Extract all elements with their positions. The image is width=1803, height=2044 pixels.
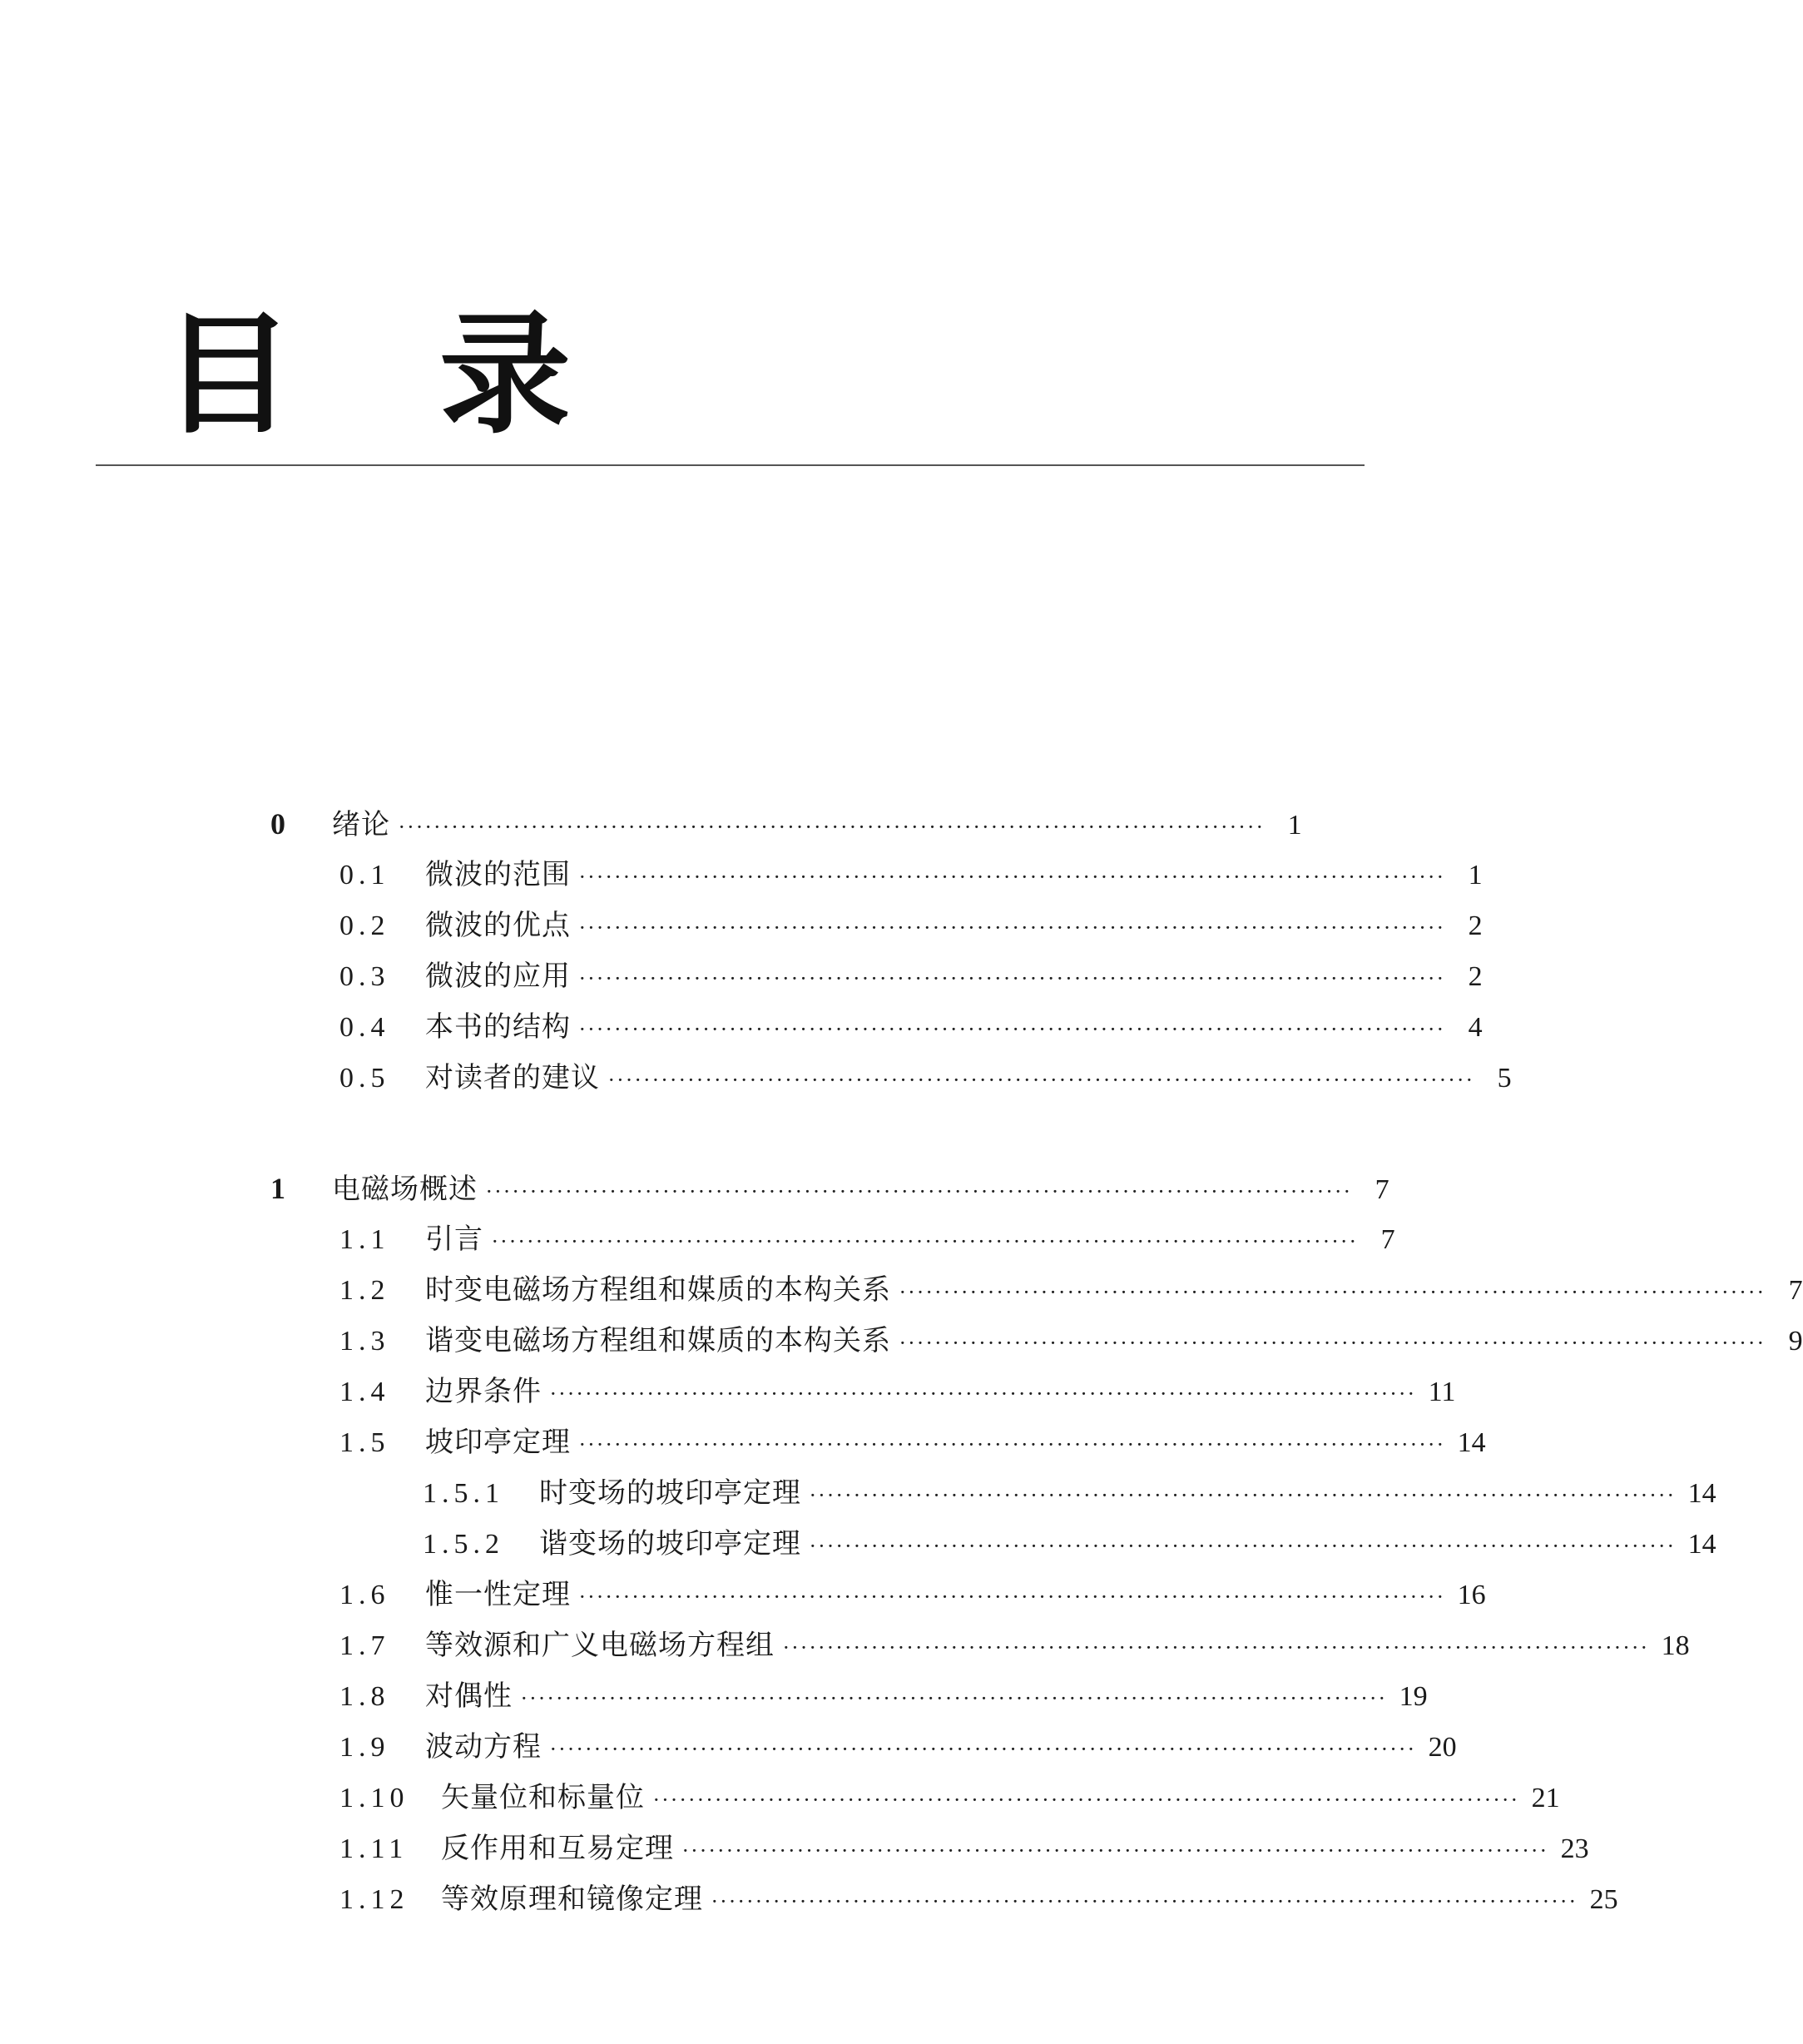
- toc-entry-title: 绪论: [332, 808, 390, 841]
- toc-entry-title: 引言: [425, 1223, 483, 1256]
- toc-entry-section-1-11[interactable]: [339, 1828, 1589, 1868]
- title-divider: [96, 464, 1365, 466]
- toc-dot-leader: ··································································································: [492, 1230, 1359, 1253]
- toc-entry-subsection-1-5-2[interactable]: [423, 1524, 1716, 1564]
- toc-entry-title: 微波的范围: [425, 858, 571, 891]
- toc-entry-chapter-0[interactable]: [270, 804, 1302, 844]
- toc-entry-title: 边界条件: [425, 1375, 542, 1408]
- toc-entry-section-0-4[interactable]: [339, 1007, 1483, 1047]
- toc-entry-number: 0.5: [339, 1063, 390, 1094]
- toc-entry-title: 对偶性: [425, 1679, 513, 1713]
- toc-dot-leader: ··································································································: [579, 866, 1446, 889]
- toc-entry-page: 7: [1375, 1174, 1389, 1205]
- toc-entry-section-1-9[interactable]: [339, 1727, 1457, 1767]
- toc-entry-section-0-2[interactable]: [339, 905, 1483, 945]
- toc-entry-page: 2: [1468, 910, 1483, 941]
- toc-entry-title: 坡印亭定理: [425, 1426, 571, 1459]
- toc-entry-number: 1.10: [339, 1783, 409, 1813]
- toc-entry-title: 本书的结构: [425, 1010, 571, 1044]
- toc-entry-page: 25: [1589, 1884, 1618, 1915]
- toc-entry-chapter-1[interactable]: [270, 1168, 1389, 1208]
- toc-entry-section-1-4[interactable]: [339, 1372, 1456, 1411]
- toc-entry-title: 矢量位和标量位: [441, 1781, 645, 1814]
- toc-entry-number: 1.9: [339, 1732, 390, 1763]
- toc-dot-leader: ··································································································: [608, 1069, 1475, 1092]
- toc-entry-number: 0.1: [339, 860, 390, 891]
- toc-entry-subsection-1-5-1[interactable]: [423, 1473, 1716, 1513]
- toc-entry-number: 1.11: [339, 1833, 409, 1864]
- toc-entry-title: 等效源和广义电磁场方程组: [425, 1629, 775, 1662]
- toc-entry-number: 0.3: [339, 961, 390, 992]
- toc-dot-leader: ··································································································: [550, 1382, 1417, 1406]
- toc-entry-title: 微波的优点: [425, 909, 571, 942]
- toc-dot-leader: ··································································································: [711, 1890, 1578, 1913]
- toc-entry-section-1-7[interactable]: [339, 1625, 1690, 1665]
- toc-entry-number: 1.12: [339, 1884, 409, 1915]
- toc-entry-number: 0: [270, 807, 290, 841]
- toc-dot-leader: ··································································································: [899, 1332, 1766, 1355]
- toc-entry-title: 等效原理和镜像定理: [441, 1883, 703, 1916]
- toc-entry-page: 18: [1661, 1630, 1690, 1661]
- toc-entry-number: 1.5.2: [423, 1529, 504, 1560]
- toc-entry-page: 7: [1380, 1224, 1395, 1255]
- toc-entry-number: 1.3: [339, 1326, 390, 1357]
- toc-entry-title: 时变电磁场方程组和媒质的本构关系: [425, 1273, 891, 1307]
- toc-entry-section-1-1[interactable]: [339, 1219, 1395, 1259]
- toc-entry-title: 电磁场概述: [332, 1173, 478, 1206]
- toc-entry-page: 16: [1457, 1580, 1486, 1610]
- toc-dot-leader: ··································································································: [486, 1180, 1353, 1203]
- toc-entry-section-1-8[interactable]: [339, 1676, 1428, 1716]
- toc-dot-leader: ··································································································: [682, 1839, 1549, 1863]
- toc-entry-number: 1.5: [339, 1427, 390, 1458]
- toc-entry-section-1-12[interactable]: [339, 1879, 1618, 1919]
- toc-entry-page: 23: [1560, 1833, 1589, 1864]
- toc-entry-title: 波动方程: [425, 1730, 542, 1764]
- toc-entry-title: 谐变场的坡印亭定理: [539, 1527, 801, 1560]
- toc-entry-page: 1: [1287, 810, 1302, 841]
- toc-entry-section-0-3[interactable]: [339, 956, 1483, 996]
- toc-dot-leader: ··································································································: [521, 1687, 1388, 1710]
- toc-dot-leader: ··································································································: [579, 1433, 1446, 1456]
- toc-dot-leader: ··································································································: [550, 1738, 1417, 1761]
- toc-entry-number: 1.5.1: [423, 1478, 504, 1509]
- toc-entry-number: 1.6: [339, 1580, 390, 1610]
- toc-entry-page: 4: [1468, 1012, 1483, 1043]
- toc-entry-page: 14: [1687, 1529, 1716, 1560]
- toc-entry-number: 0.4: [339, 1012, 390, 1043]
- toc-entry-section-0-5[interactable]: [339, 1058, 1512, 1098]
- toc-entry-section-1-2[interactable]: [339, 1270, 1803, 1310]
- toc-entry-title: 谐变电磁场方程组和媒质的本构关系: [425, 1324, 891, 1357]
- toc-entry-page: 1: [1468, 860, 1483, 891]
- toc-dot-leader: ··································································································: [399, 816, 1266, 839]
- toc-entry-section-1-10[interactable]: [339, 1778, 1560, 1818]
- toc-entry-title: 惟一性定理: [425, 1578, 571, 1611]
- toc-entry-number: 1.8: [339, 1681, 390, 1712]
- page-title: 目 录: [162, 299, 622, 452]
- toc-dot-leader: ··································································································: [579, 1018, 1446, 1041]
- toc-entry-page: 11: [1428, 1377, 1456, 1407]
- toc-entry-page: 7: [1788, 1275, 1803, 1306]
- toc-entry-number: 1.7: [339, 1630, 390, 1661]
- toc-dot-leader: ··································································································: [653, 1788, 1520, 1812]
- toc-entry-page: 21: [1531, 1783, 1560, 1813]
- toc-dot-leader: ··································································································: [579, 1585, 1446, 1609]
- toc-entry-page: 5: [1497, 1063, 1512, 1094]
- toc-entry-section-0-1[interactable]: [339, 855, 1483, 895]
- toc-entry-page: 14: [1457, 1427, 1486, 1458]
- toc-entry-number: 1.4: [339, 1377, 390, 1407]
- toc-entry-title: 反作用和互易定理: [441, 1832, 674, 1865]
- toc-entry-page: 19: [1399, 1681, 1428, 1712]
- toc-dot-leader: ··································································································: [579, 967, 1446, 990]
- toc-entry-section-1-3[interactable]: [339, 1321, 1803, 1361]
- toc-entry-title: 时变场的坡印亭定理: [539, 1476, 801, 1510]
- toc-entry-title: 微波的应用: [425, 960, 571, 993]
- toc-entry-number: 0.2: [339, 910, 390, 941]
- toc-dot-leader: ··································································································: [579, 916, 1446, 940]
- toc-entry-section-1-6[interactable]: [339, 1575, 1486, 1615]
- toc-dot-leader: ··································································································: [810, 1535, 1677, 1558]
- toc-entry-number: 1: [270, 1172, 290, 1205]
- toc-entry-page: 2: [1468, 961, 1483, 992]
- toc-entry-page: 20: [1428, 1732, 1457, 1763]
- toc-dot-leader: ··································································································: [810, 1484, 1677, 1507]
- toc-entry-section-1-5[interactable]: [339, 1422, 1486, 1462]
- toc-entry-title: 对读者的建议: [425, 1061, 600, 1094]
- toc-entry-page: 9: [1788, 1326, 1803, 1357]
- toc-dot-leader: ··································································································: [899, 1281, 1766, 1304]
- toc-entry-page: 14: [1687, 1478, 1716, 1509]
- toc-dot-leader: ··································································································: [783, 1636, 1650, 1660]
- toc-entry-number: 1.1: [339, 1224, 390, 1255]
- toc-entry-number: 1.2: [339, 1275, 390, 1306]
